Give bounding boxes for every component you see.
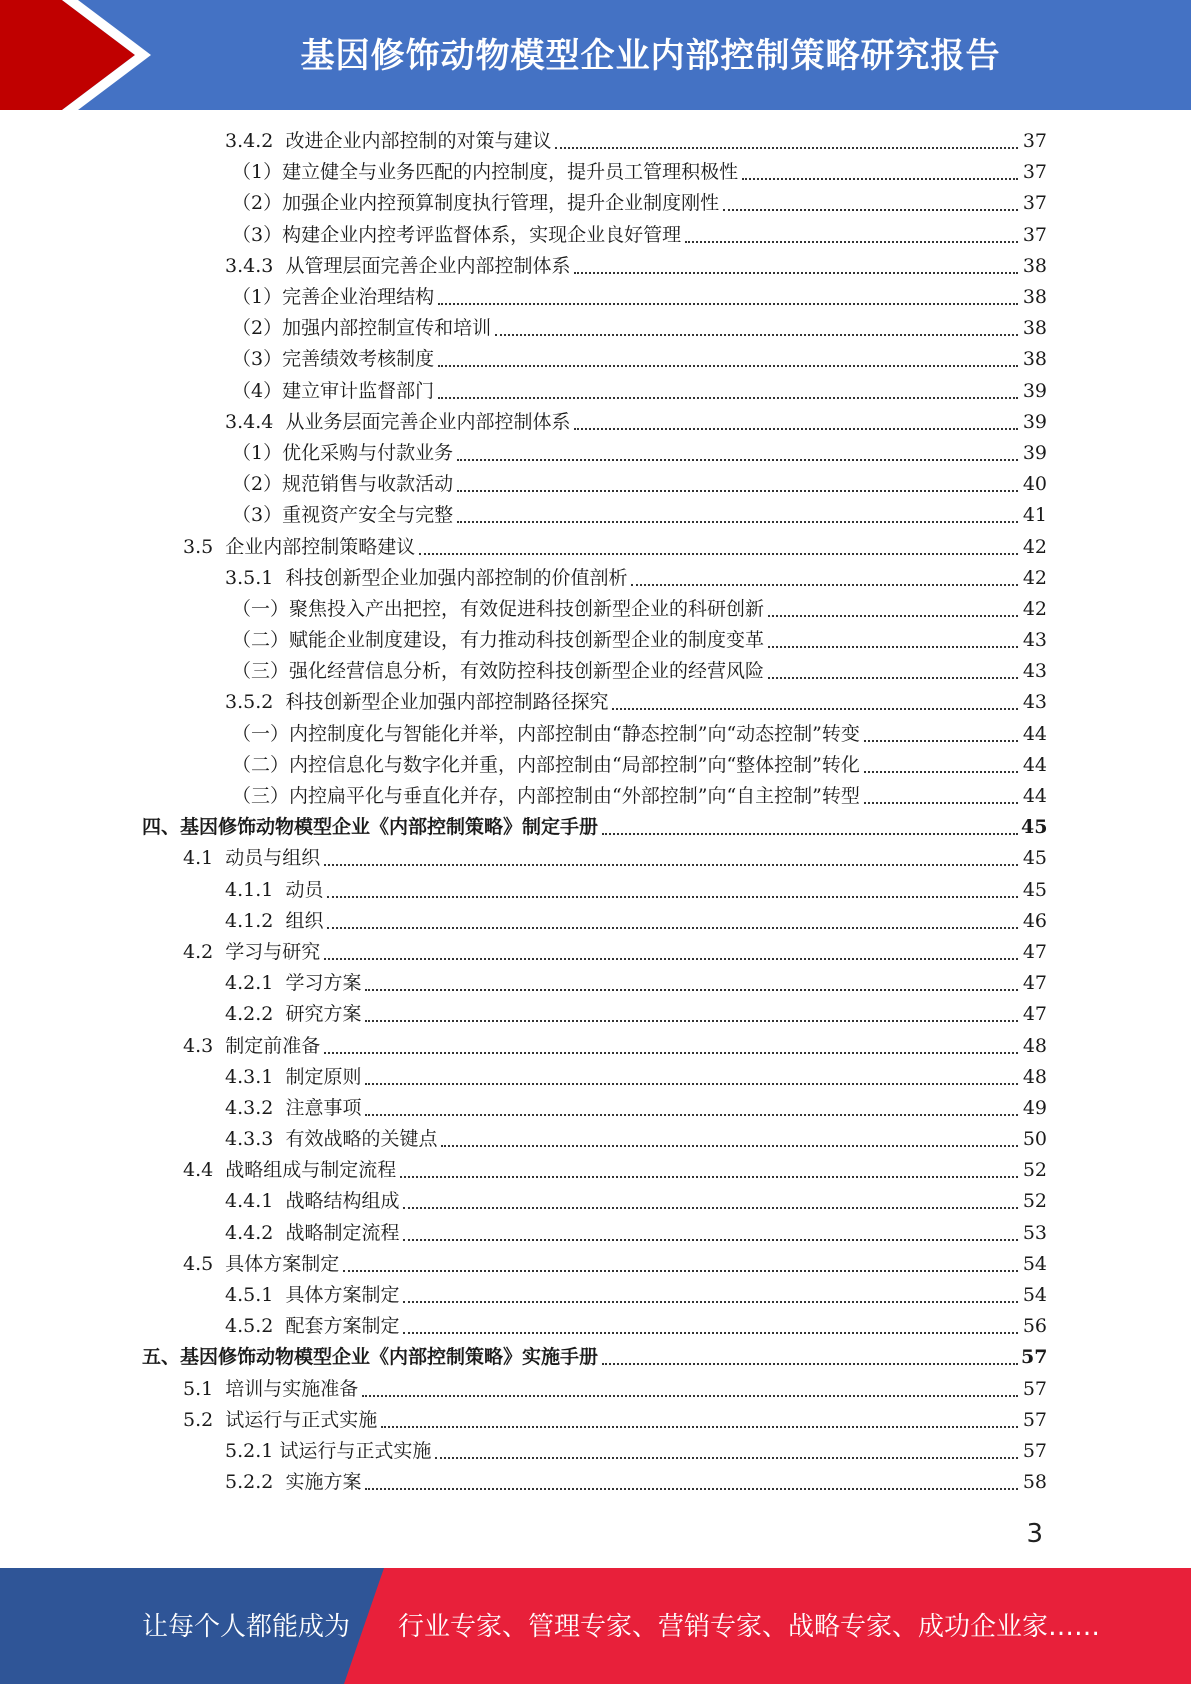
toc-entry[interactable] (0, 531, 1191, 562)
toc-dot-leader (723, 208, 1018, 211)
toc-entry-page: 56 (1022, 1315, 1047, 1338)
toc-dot-leader (324, 1051, 1018, 1054)
toc-entry-title: 科技创新型企业加强内部控制路径探究 (285, 691, 609, 714)
toc-entry-number: 4.2 (183, 940, 226, 963)
toc-entry-number: 3.5 (183, 535, 226, 558)
toc-entry-page: 38 (1022, 286, 1047, 309)
toc-entry-page: 58 (1022, 1471, 1047, 1494)
toc-dot-leader (365, 988, 1018, 991)
toc-entry-page: 48 (1022, 1065, 1047, 1088)
toc-dot-leader (381, 1425, 1018, 1428)
toc-entry-number: 4.1.2 (225, 909, 286, 932)
toc-entry[interactable] (0, 1436, 1191, 1467)
toc-entry-title: 配套方案制定 (285, 1315, 400, 1338)
toc-entry[interactable] (0, 1342, 1191, 1373)
toc-entry[interactable] (0, 1155, 1191, 1186)
toc-dot-leader (365, 1113, 1018, 1116)
toc-entry[interactable] (0, 500, 1191, 531)
toc-entry-number: （2） (232, 473, 283, 496)
toc-entry[interactable] (0, 1405, 1191, 1436)
toc-entry-page: 57 (1022, 1408, 1047, 1431)
toc-entry-number: 4.4.2 (225, 1221, 286, 1244)
toc-entry[interactable] (0, 126, 1191, 157)
toc-entry-page: 37 (1022, 130, 1047, 153)
toc-entry-page: 40 (1022, 473, 1047, 496)
toc-dot-leader (435, 1456, 1018, 1459)
toc-entry-page: 42 (1022, 535, 1047, 558)
toc-entry[interactable] (0, 656, 1191, 687)
toc-entry-title: 具体方案制定 (285, 1284, 400, 1307)
toc-dot-leader (419, 552, 1018, 555)
toc-entry[interactable] (0, 282, 1191, 313)
toc-entry-number: （1） (232, 286, 283, 309)
toc-entry-title: 加强内部控制宣传和培训 (282, 317, 492, 340)
toc-entry-title: 学习方案 (285, 972, 362, 995)
toc-entry[interactable] (0, 1062, 1191, 1093)
toc-entry[interactable] (0, 1467, 1191, 1498)
toc-entry-title: 聚焦投入产出把控，有效促进科技创新型企业的科研创新 (289, 597, 765, 620)
toc-entry[interactable] (0, 469, 1191, 500)
toc-entry-number: 3.5.1 (225, 566, 286, 589)
toc-entry[interactable] (0, 906, 1191, 937)
toc-entry-number: 4.4 (183, 1159, 226, 1182)
toc-entry-number: （1） (232, 441, 283, 464)
toc-entry-page: 44 (1022, 753, 1047, 776)
toc-entry-page: 44 (1022, 785, 1047, 808)
toc-entry-page: 38 (1022, 348, 1047, 371)
toc-entry-number: 4.4.1 (225, 1190, 286, 1213)
toc-entry-title: 建立审计监督部门 (282, 379, 435, 402)
toc-entry-title: 从业务层面完善企业内部控制体系 (285, 410, 571, 433)
toc-entry[interactable] (0, 687, 1191, 718)
toc-entry[interactable] (0, 1186, 1191, 1217)
toc-entry-title: 战略制定流程 (285, 1221, 400, 1244)
toc-entry-title: 注意事项 (285, 1096, 362, 1119)
toc-dot-leader (768, 676, 1018, 679)
page-header (0, 0, 1191, 110)
toc-dot-leader (403, 1206, 1018, 1209)
toc-entry-title: 强化经营信息分析，有效防控科技创新型企业的经营风险 (289, 660, 765, 683)
toc-entry-number: 4.2.1 (225, 972, 286, 995)
toc-entry[interactable] (0, 594, 1191, 625)
toc-dot-leader (574, 427, 1018, 430)
toc-entry-number: （1） (232, 161, 283, 184)
toc-entry-title: 内控信息化与数字化并重，内部控制由“局部控制”向“整体控制”转化 (289, 753, 860, 776)
toc-entry-page: 52 (1022, 1159, 1047, 1182)
toc-entry[interactable] (0, 1030, 1191, 1061)
toc-entry[interactable] (0, 750, 1191, 781)
toc-entry-title: 试运行与正式实施 (279, 1439, 432, 1462)
toc-dot-leader (457, 458, 1018, 461)
toc-dot-leader (742, 177, 1018, 180)
toc-dot-leader (864, 801, 1018, 804)
toc-entry-page: 37 (1022, 161, 1047, 184)
toc-dot-leader (403, 1300, 1018, 1303)
toc-dot-leader (438, 302, 1018, 305)
toc-entry-title: 完善企业治理结构 (282, 286, 435, 309)
toc-entry-page: 39 (1022, 441, 1047, 464)
toc-dot-leader (602, 832, 1018, 835)
toc-entry-number: 4.3.2 (225, 1096, 286, 1119)
toc-entry-page: 46 (1022, 909, 1047, 932)
toc-entry[interactable] (0, 937, 1191, 968)
toc-entry-number: 4.2.2 (225, 1003, 286, 1026)
header-title: 基因修饰动物模型企业内部控制策略研究报告 (300, 36, 1001, 76)
toc-entry-page: 47 (1022, 1003, 1047, 1026)
toc-dot-leader (602, 1362, 1018, 1365)
toc-entry-title: 实施方案 (285, 1471, 362, 1494)
toc-entry-title: 企业内部控制策略建议 (225, 535, 416, 558)
toc-entry-page: 44 (1022, 722, 1047, 745)
toc-entry-title: 优化采购与付款业务 (282, 441, 454, 464)
toc-entry[interactable] (0, 1280, 1191, 1311)
toc-entry-number: 4.1.1 (225, 878, 286, 901)
toc-entry-page: 57 (1022, 1439, 1047, 1462)
toc-entry-number: （2） (232, 317, 283, 340)
toc-entry-page: 49 (1022, 1096, 1047, 1119)
toc-dot-leader (327, 926, 1018, 929)
toc-entry-title: 加强企业内控预算制度执行管理，提升企业制度刚性 (282, 192, 720, 215)
toc-entry-page: 39 (1022, 410, 1047, 433)
toc-entry-page: 47 (1022, 940, 1047, 963)
toc-dot-leader (343, 1269, 1018, 1272)
toc-dot-leader (457, 489, 1018, 492)
toc-entry-page: 52 (1022, 1190, 1047, 1213)
toc-entry-number: 3.4.2 (225, 130, 286, 153)
toc-entry-title: 研究方案 (285, 1003, 362, 1026)
toc-entry-page: 41 (1022, 504, 1047, 527)
toc-entry[interactable] (0, 1249, 1191, 1280)
toc-entry-title: 建立健全与业务匹配的内控制度，提升员工管理积极性 (282, 161, 739, 184)
toc-entry-page: 45 (1022, 847, 1047, 870)
toc-entry[interactable] (0, 625, 1191, 656)
toc-entry-number: 4.3 (183, 1034, 226, 1057)
toc-entry[interactable] (0, 344, 1191, 375)
toc-entry-number: （4） (232, 379, 283, 402)
toc-dot-leader (457, 520, 1018, 523)
toc-dot-leader (365, 1019, 1018, 1022)
toc-entry-title: 内控扁平化与垂直化并存，内部控制由“外部控制”向“自主控制”转型 (289, 785, 860, 808)
toc-entry[interactable] (0, 812, 1191, 843)
toc-entry-page: 54 (1022, 1252, 1047, 1275)
toc-entry-page: 42 (1022, 597, 1047, 620)
toc-entry-title: 制定前准备 (225, 1034, 321, 1057)
toc-entry-page: 57 (1021, 1346, 1048, 1369)
toc-entry-title: 具体方案制定 (225, 1252, 340, 1275)
toc-entry-title: 赋能企业制度建设，有力推动科技创新型企业的制度变革 (289, 629, 765, 652)
toc-entry-page: 50 (1022, 1128, 1047, 1151)
toc-entry-title: 战略结构组成 (285, 1190, 400, 1213)
table-of-contents (0, 126, 1191, 1498)
toc-entry[interactable] (0, 719, 1191, 750)
toc-entry-page: 43 (1022, 629, 1047, 652)
toc-entry[interactable] (0, 843, 1191, 874)
toc-entry-page: 47 (1022, 972, 1047, 995)
toc-entry-page: 43 (1022, 660, 1047, 683)
toc-entry-number: （2） (232, 192, 283, 215)
toc-entry-page: 42 (1022, 566, 1047, 589)
toc-entry-number: 3.4.4 (225, 410, 286, 433)
toc-entry-page: 39 (1022, 379, 1047, 402)
toc-dot-leader (441, 1144, 1018, 1147)
toc-entry-number: （二） (232, 629, 290, 652)
toc-entry-number: 3.5.2 (225, 691, 286, 714)
toc-entry[interactable] (0, 968, 1191, 999)
toc-entry-page: 45 (1022, 878, 1047, 901)
toc-entry-number: （一） (232, 597, 290, 620)
footer-slogan-left: 让每个人都能成为 (142, 1612, 351, 1642)
toc-dot-leader (685, 240, 1018, 243)
toc-entry-title: 制定原则 (285, 1065, 362, 1088)
toc-entry[interactable] (0, 999, 1191, 1030)
toc-entry[interactable] (0, 313, 1191, 344)
toc-entry[interactable] (0, 1218, 1191, 1249)
toc-entry-number: 4.5.1 (225, 1284, 286, 1307)
toc-entry[interactable] (0, 781, 1191, 812)
toc-entry-page: 48 (1022, 1034, 1047, 1057)
toc-entry-number: （3） (232, 223, 283, 246)
toc-entry-page: 53 (1022, 1221, 1047, 1244)
toc-dot-leader (365, 1487, 1018, 1490)
toc-entry-title: 培训与实施准备 (225, 1377, 359, 1400)
toc-entry[interactable] (0, 563, 1191, 594)
toc-entry-page: 43 (1022, 691, 1047, 714)
toc-entry-number: 5.2.1 (225, 1439, 280, 1462)
toc-entry[interactable] (0, 157, 1191, 188)
toc-dot-leader (574, 271, 1018, 274)
toc-entry-title: 构建企业内控考评监督体系，实现企业良好管理 (282, 223, 682, 246)
toc-entry-title: 规范销售与收款活动 (282, 473, 454, 496)
toc-entry[interactable] (0, 407, 1191, 438)
toc-entry-title: 从管理层面完善企业内部控制体系 (285, 254, 571, 277)
toc-entry[interactable] (0, 251, 1191, 282)
toc-entry-number: （3） (232, 504, 283, 527)
toc-dot-leader (438, 396, 1018, 399)
toc-dot-leader (438, 364, 1018, 367)
toc-entry-title: 试运行与正式实施 (225, 1408, 378, 1431)
toc-entry-number: 5.1 (183, 1377, 226, 1400)
toc-dot-leader (403, 1331, 1018, 1334)
toc-entry-number: 4.1 (183, 847, 226, 870)
toc-dot-leader (768, 645, 1018, 648)
toc-entry-page: 45 (1021, 816, 1048, 839)
toc-dot-leader (612, 707, 1018, 710)
toc-entry-page: 38 (1022, 254, 1047, 277)
toc-dot-leader (400, 1175, 1018, 1178)
toc-entry-number: （三） (232, 660, 290, 683)
toc-entry[interactable] (0, 875, 1191, 906)
toc-entry[interactable] (0, 220, 1191, 251)
toc-entry-page: 57 (1022, 1377, 1047, 1400)
toc-entry-number: （一） (232, 722, 290, 745)
toc-entry-page: 37 (1022, 192, 1047, 215)
toc-dot-leader (631, 583, 1018, 586)
toc-dot-leader (324, 863, 1018, 866)
page-number: 3 (1026, 1519, 1043, 1549)
toc-entry-title: 学习与研究 (225, 940, 321, 963)
toc-entry-number: 4.5.2 (225, 1315, 286, 1338)
toc-entry[interactable] (0, 1374, 1191, 1405)
toc-entry-number: 4.3.3 (225, 1128, 286, 1151)
toc-dot-leader (495, 333, 1018, 336)
toc-entry-number: （三） (232, 785, 290, 808)
toc-entry-title: 完善绩效考核制度 (282, 348, 435, 371)
toc-entry-title: 五、基因修饰动物模型企业《内部控制策略》实施手册 (142, 1346, 599, 1369)
toc-entry-number: 5.2 (183, 1408, 226, 1431)
toc-entry-number: 5.2.2 (225, 1471, 286, 1494)
toc-entry[interactable] (0, 1124, 1191, 1155)
toc-dot-leader (362, 1394, 1018, 1397)
footer-slogan-right: 行业专家、管理专家、营销专家、战略专家、成功企业家…… (398, 1612, 1101, 1642)
toc-dot-leader (365, 1082, 1018, 1085)
toc-dot-leader (864, 739, 1018, 742)
toc-entry-page: 54 (1022, 1284, 1047, 1307)
toc-entry-title: 四、基因修饰动物模型企业《内部控制策略》制定手册 (142, 816, 599, 839)
toc-entry-title: 动员与组织 (225, 847, 321, 870)
toc-entry[interactable] (0, 1093, 1191, 1124)
toc-dot-leader (403, 1238, 1018, 1241)
toc-entry-title: 改进企业内部控制的对策与建议 (285, 130, 552, 153)
toc-dot-leader (324, 957, 1018, 960)
header-arrow-decoration (0, 0, 160, 110)
toc-entry-title: 战略组成与制定流程 (225, 1159, 397, 1182)
toc-entry-number: 4.5 (183, 1252, 226, 1275)
toc-entry[interactable] (0, 376, 1191, 407)
toc-dot-leader (864, 770, 1018, 773)
toc-entry-number: 4.3.1 (225, 1065, 286, 1088)
toc-entry[interactable] (0, 1311, 1191, 1342)
toc-entry[interactable] (0, 188, 1191, 219)
toc-entry-page: 38 (1022, 317, 1047, 340)
toc-entry-title: 有效战略的关键点 (285, 1128, 438, 1151)
toc-dot-leader (555, 146, 1018, 149)
toc-entry-title: 动员 (285, 878, 324, 901)
toc-dot-leader (327, 895, 1018, 898)
page-footer (0, 1568, 1191, 1684)
toc-entry-title: 科技创新型企业加强内部控制的价值剖析 (285, 566, 628, 589)
toc-entry-title: 组织 (285, 909, 324, 932)
toc-entry-number: （3） (232, 348, 283, 371)
toc-entry-page: 37 (1022, 223, 1047, 246)
toc-entry-title: 重视资产安全与完整 (282, 504, 454, 527)
toc-entry-title: 内控制度化与智能化并举，内部控制由“静态控制”向“动态控制”转变 (289, 722, 860, 745)
toc-entry[interactable] (0, 438, 1191, 469)
toc-entry-number: （二） (232, 753, 290, 776)
toc-entry-number: 3.4.3 (225, 254, 286, 277)
toc-dot-leader (768, 614, 1018, 617)
